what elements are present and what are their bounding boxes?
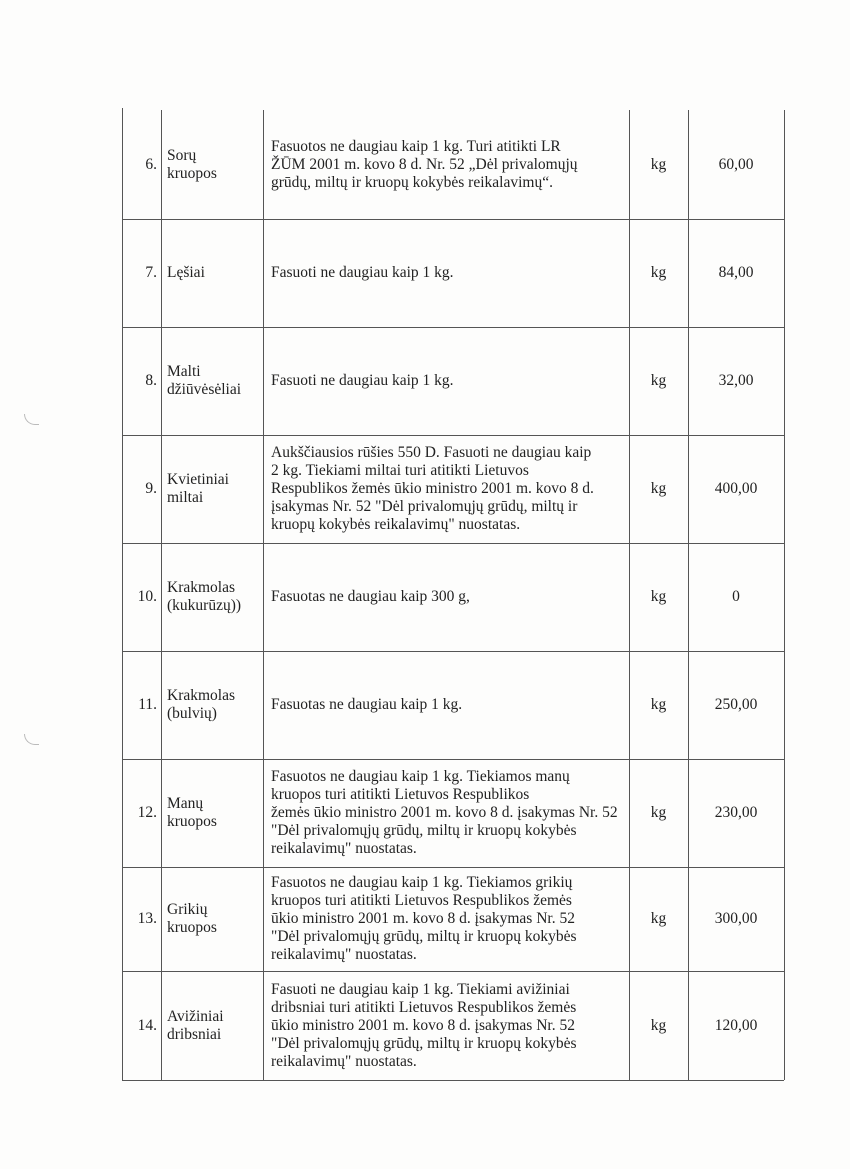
- product-name: Krakmolas (bulvių): [167, 687, 236, 722]
- quantity: 84,00: [718, 264, 754, 281]
- quantity: 300,00: [714, 910, 758, 927]
- quantity: 400,00: [714, 480, 758, 497]
- row-number: 8.: [145, 372, 157, 389]
- product-name: Krakmolas (kukurūzų)): [167, 579, 242, 614]
- row-number: 7.: [145, 264, 157, 281]
- product-description-text: Fasuotos ne daugiau kaip 1 kg. Tiekiamos manų kruopos turi atitikti Lietuvos Respublikos žemės ūkio ministro 2001 m. kovo 8 d. įsakymas Nr. 52 "Dėl privalomųjų grūdų, miltų ir kruopų kokybės reikalavimų" nuostatas.: [271, 768, 618, 857]
- quantity: 32,00: [718, 372, 754, 389]
- quantity: 230,00: [714, 804, 758, 821]
- product-description-text: Fasuotos ne daugiau kaip 1 kg. Tiekiamos grikių kruopos turi atitikti Lietuvos Respublikos žemės ūkio ministro 2001 m. kovo 8 d. įsakymas Nr. 52 "Dėl privalomųjų grūdų, miltų ir kruopų kokybės reikalavimų" nuostatas.: [271, 874, 577, 963]
- product-name: Malti džiūvėsėliai: [167, 363, 242, 398]
- quantity: 0: [732, 588, 740, 605]
- row-number: 11.: [138, 696, 157, 713]
- table-column-border: [784, 110, 785, 1080]
- product-description: [263, 971, 629, 1080]
- product-description-text: Fasuoti ne daugiau kaip 1 kg.: [271, 372, 454, 389]
- product-description-text: Fasuotos ne daugiau kaip 1 kg. Turi atitikti LR ŽŪM 2001 m. kovo 8 d. Nr. 52 „Dėl privalomųjų grūdų, miltų ir kruopų kokybės reikalavimų“.: [271, 137, 578, 191]
- row-number: 6.: [145, 155, 157, 173]
- scan-mark: [24, 734, 39, 745]
- product-name: Sorų kruopos: [167, 146, 217, 182]
- unit: kg: [650, 696, 667, 713]
- unit: kg: [650, 372, 667, 389]
- unit: kg: [650, 264, 667, 281]
- product-description: [263, 759, 629, 867]
- unit: kg: [650, 480, 667, 497]
- product-description-text: Fasuoti ne daugiau kaip 1 kg. Tiekiami avižiniai dribsniai turi atitikti Lietuvos Respublikos žemės ūkio ministro 2001 m. kovo 8 d. įsakymas Nr. 52 "Dėl privalomųjų grūdų, miltų ir kruopų kokybės reikalavimų" nuostatas.: [271, 980, 577, 1070]
- quantity: 60,00: [718, 155, 754, 173]
- product-description-text: Fasuotas ne daugiau kaip 1 kg.: [271, 696, 463, 713]
- product-name: Avižiniai dribsniai: [167, 1007, 224, 1043]
- product-description: [263, 867, 629, 971]
- table-row-border: [122, 1080, 784, 1081]
- product-description: [263, 110, 629, 219]
- product-name: Lęšiai: [167, 264, 205, 281]
- unit: kg: [650, 588, 667, 605]
- row-number: 14.: [137, 1016, 157, 1034]
- product-description: [263, 327, 629, 435]
- product-description-text: Aukščiausios rūšies 550 D. Fasuoti ne daugiau kaip 2 kg. Tiekiami miltai turi atitikti Lietuvos Respublikos žemės ūkio ministro 2001 m. kovo 8 d. įsakymas Nr. 52 "Dėl privalomųjų grūdų, miltų ir kruopų kokybės reikalavimų" nuostatas.: [271, 444, 594, 533]
- product-description-text: Fasuoti ne daugiau kaip 1 kg.: [271, 264, 454, 281]
- unit: kg: [650, 804, 667, 821]
- unit: kg: [650, 155, 667, 173]
- quantity: 250,00: [714, 696, 758, 713]
- product-name: Grikių kruopos: [167, 901, 217, 936]
- unit: kg: [650, 910, 667, 927]
- product-name: Kvietiniai miltai: [167, 471, 229, 506]
- product-name: Manų kruopos: [167, 795, 217, 830]
- product-description: [263, 219, 629, 327]
- product-description: [263, 651, 629, 759]
- row-number: 13.: [137, 910, 157, 927]
- row-number: 9.: [145, 480, 157, 497]
- unit: kg: [650, 1016, 667, 1034]
- product-description-text: Fasuotas ne daugiau kaip 300 g,: [271, 588, 470, 605]
- row-number: 12.: [137, 804, 157, 821]
- product-description: [263, 435, 629, 543]
- scan-mark: [24, 414, 39, 425]
- quantity: 120,00: [714, 1016, 758, 1034]
- product-description: [263, 543, 629, 651]
- row-number: 10.: [137, 588, 157, 605]
